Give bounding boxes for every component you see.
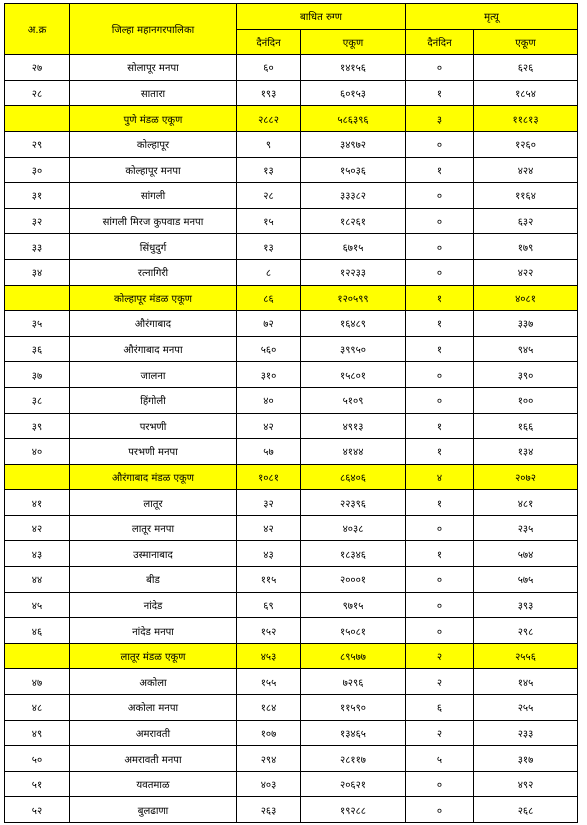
subtotal-row <box>5 643 578 669</box>
daily-deaths-cell: ० <box>406 183 474 209</box>
total-cases-cell: २०००१ <box>301 567 406 593</box>
table-row <box>5 183 578 209</box>
total-cases-cell: ८६४०६ <box>301 464 406 490</box>
total-cases-cell: ३४९७२ <box>301 131 406 157</box>
total-deaths-cell: २३३ <box>474 720 578 746</box>
daily-cases-cell: १५२ <box>237 618 301 644</box>
table-body <box>5 55 578 823</box>
table-row <box>5 490 578 516</box>
sr-cell: ३२ <box>5 208 70 234</box>
total-cases-cell: २२३९६ <box>301 490 406 516</box>
district-name-cell: सिंधुदुर्ग <box>70 234 237 260</box>
total-deaths-cell: २३५ <box>474 515 578 541</box>
daily-deaths-cell: ० <box>406 567 474 593</box>
daily-cases-cell: ४२ <box>237 515 301 541</box>
total-cases-cell: ४१४४ <box>301 439 406 465</box>
daily-cases-cell: ६० <box>237 55 301 81</box>
district-name-cell: कोल्हापूर <box>70 131 237 157</box>
daily-deaths-cell: ० <box>406 771 474 797</box>
daily-cases-cell: ३२ <box>237 490 301 516</box>
subtotal-row <box>5 106 578 132</box>
table-row <box>5 797 578 823</box>
header-total-deaths: एकूण <box>474 29 578 55</box>
sr-cell: ५१ <box>5 771 70 797</box>
total-deaths-cell: ६२६ <box>474 55 578 81</box>
table-row <box>5 311 578 337</box>
header-total-cases: एकूण <box>301 29 406 55</box>
sr-cell <box>5 285 70 311</box>
total-deaths-cell: ४२४ <box>474 157 578 183</box>
district-name-cell: परभणी मनपा <box>70 439 237 465</box>
total-deaths-cell: ३९३ <box>474 592 578 618</box>
header-sr: अ.क्र <box>5 4 70 55</box>
daily-cases-cell: ४३ <box>237 541 301 567</box>
total-cases-cell: १५०३६ <box>301 157 406 183</box>
daily-cases-cell: १०८१ <box>237 464 301 490</box>
sr-cell: ३८ <box>5 387 70 413</box>
total-deaths-cell: १२६० <box>474 131 578 157</box>
table-row <box>5 55 578 81</box>
covid-district-table <box>4 3 578 823</box>
table-row <box>5 541 578 567</box>
table-row <box>5 259 578 285</box>
subtotal-row <box>5 464 578 490</box>
daily-deaths-cell: १ <box>406 413 474 439</box>
daily-deaths-cell: ० <box>406 515 474 541</box>
daily-deaths-cell: ० <box>406 55 474 81</box>
sr-cell: ४७ <box>5 669 70 695</box>
total-deaths-cell: २०७२ <box>474 464 578 490</box>
sr-cell: ३३ <box>5 234 70 260</box>
daily-cases-cell: ३१० <box>237 362 301 388</box>
sr-cell: ३० <box>5 157 70 183</box>
total-cases-cell: ६०१५३ <box>301 80 406 106</box>
total-deaths-cell: ४९२ <box>474 771 578 797</box>
total-deaths-cell: ९४५ <box>474 336 578 362</box>
daily-cases-cell: ४५३ <box>237 643 301 669</box>
district-name-cell: हिंगोली <box>70 387 237 413</box>
sr-cell: ५० <box>5 746 70 772</box>
daily-deaths-cell: ० <box>406 797 474 823</box>
sr-cell: ३५ <box>5 311 70 337</box>
total-deaths-cell: १३४ <box>474 439 578 465</box>
sr-cell: ४३ <box>5 541 70 567</box>
district-name-cell: सांगली <box>70 183 237 209</box>
district-name-cell: औरंगाबाद मनपा <box>70 336 237 362</box>
district-name-cell: अमरावती <box>70 720 237 746</box>
district-name-cell: उस्मानाबाद <box>70 541 237 567</box>
sr-cell: ४१ <box>5 490 70 516</box>
total-cases-cell: १२२३३ <box>301 259 406 285</box>
sr-cell: ४८ <box>5 695 70 721</box>
district-name-cell: नांदेड <box>70 592 237 618</box>
district-name-cell: लातूर <box>70 490 237 516</box>
total-cases-cell: १३४६५ <box>301 720 406 746</box>
daily-cases-cell: ८ <box>237 259 301 285</box>
header-daily-cases: दैनंदिन <box>237 29 301 55</box>
header-daily-deaths: दैनंदिन <box>406 29 474 55</box>
daily-deaths-cell: ० <box>406 259 474 285</box>
table-row <box>5 515 578 541</box>
daily-cases-cell: ७२ <box>237 311 301 337</box>
table-row <box>5 592 578 618</box>
total-cases-cell: १४१५६ <box>301 55 406 81</box>
sr-cell: ४९ <box>5 720 70 746</box>
daily-deaths-cell: १ <box>406 439 474 465</box>
daily-cases-cell: १३ <box>237 234 301 260</box>
daily-deaths-cell: ० <box>406 131 474 157</box>
total-cases-cell: १६४८९ <box>301 311 406 337</box>
total-cases-cell: ४०३८ <box>301 515 406 541</box>
district-name-cell: रत्नागिरी <box>70 259 237 285</box>
table-row <box>5 567 578 593</box>
total-deaths-cell: २५५ <box>474 695 578 721</box>
table-row <box>5 131 578 157</box>
daily-cases-cell: १५५ <box>237 669 301 695</box>
daily-cases-cell: २६३ <box>237 797 301 823</box>
table-row <box>5 746 578 772</box>
table-row <box>5 80 578 106</box>
district-name-cell: नांदेड मनपा <box>70 618 237 644</box>
district-name-cell: परभणी <box>70 413 237 439</box>
total-deaths-cell: ४२२ <box>474 259 578 285</box>
subtotal-row <box>5 285 578 311</box>
daily-cases-cell: १५ <box>237 208 301 234</box>
sr-cell: ३९ <box>5 413 70 439</box>
total-deaths-cell: ११६४ <box>474 183 578 209</box>
total-deaths-cell: २६८ <box>474 797 578 823</box>
daily-cases-cell: ८६ <box>237 285 301 311</box>
total-cases-cell: १५०८१ <box>301 618 406 644</box>
total-deaths-cell: २९८ <box>474 618 578 644</box>
district-name-cell: कोल्हापूर मनपा <box>70 157 237 183</box>
sr-cell: ३४ <box>5 259 70 285</box>
sr-cell <box>5 106 70 132</box>
daily-deaths-cell: १ <box>406 490 474 516</box>
daily-cases-cell: २८८२ <box>237 106 301 132</box>
total-deaths-cell: १८५४ <box>474 80 578 106</box>
total-deaths-cell: ५७५ <box>474 567 578 593</box>
daily-cases-cell: २९४ <box>237 746 301 772</box>
total-deaths-cell: १४५ <box>474 669 578 695</box>
total-cases-cell: ३३३८२ <box>301 183 406 209</box>
total-deaths-cell: २५५६ <box>474 643 578 669</box>
district-name-cell: सोलापूर मनपा <box>70 55 237 81</box>
daily-cases-cell: १३ <box>237 157 301 183</box>
district-name-cell: औरंगाबाद <box>70 311 237 337</box>
district-name-cell: लातूर मनपा <box>70 515 237 541</box>
table-row <box>5 336 578 362</box>
daily-cases-cell: ४०३ <box>237 771 301 797</box>
daily-cases-cell: ५६० <box>237 336 301 362</box>
daily-cases-cell: ९ <box>237 131 301 157</box>
sr-cell: ४४ <box>5 567 70 593</box>
table-row <box>5 208 578 234</box>
sr-cell: ४० <box>5 439 70 465</box>
total-deaths-cell: ३१७ <box>474 746 578 772</box>
district-name-cell: सातारा <box>70 80 237 106</box>
table-row <box>5 387 578 413</box>
district-name-cell: औरंगाबाद मंडळ एकूण <box>70 464 237 490</box>
total-cases-cell: ५८६३९६ <box>301 106 406 132</box>
total-cases-cell: २०६२१ <box>301 771 406 797</box>
district-name-cell: अमरावती मनपा <box>70 746 237 772</box>
daily-deaths-cell: १ <box>406 541 474 567</box>
district-name-cell: यवतमाळ <box>70 771 237 797</box>
district-name-cell: सांगली मिरज कुपवाड मनपा <box>70 208 237 234</box>
sr-cell: २७ <box>5 55 70 81</box>
daily-cases-cell: ६९ <box>237 592 301 618</box>
total-deaths-cell: ६३२ <box>474 208 578 234</box>
total-cases-cell: ४९१३ <box>301 413 406 439</box>
daily-cases-cell: ४० <box>237 387 301 413</box>
daily-cases-cell: ४२ <box>237 413 301 439</box>
total-deaths-cell: १६६ <box>474 413 578 439</box>
total-deaths-cell: ४८१ <box>474 490 578 516</box>
daily-deaths-cell: ० <box>406 208 474 234</box>
header-cases-group: बाधित रुग्ण <box>237 4 406 30</box>
table-row <box>5 771 578 797</box>
daily-deaths-cell: ० <box>406 618 474 644</box>
total-cases-cell: ११५९० <box>301 695 406 721</box>
sr-cell: ३६ <box>5 336 70 362</box>
table-row <box>5 439 578 465</box>
table-row <box>5 695 578 721</box>
daily-deaths-cell: १ <box>406 285 474 311</box>
daily-cases-cell: १८४ <box>237 695 301 721</box>
total-deaths-cell: ४०८१ <box>474 285 578 311</box>
daily-deaths-cell: ४ <box>406 464 474 490</box>
total-cases-cell: ७२९६ <box>301 669 406 695</box>
daily-deaths-cell: ० <box>406 362 474 388</box>
daily-deaths-cell: १ <box>406 336 474 362</box>
header-deaths-group: मृत्यू <box>406 4 578 30</box>
daily-deaths-cell: १ <box>406 80 474 106</box>
daily-cases-cell: ११५ <box>237 567 301 593</box>
district-name-cell: लातूर मंडळ एकूण <box>70 643 237 669</box>
sr-cell: ३१ <box>5 183 70 209</box>
daily-deaths-cell: १ <box>406 311 474 337</box>
table-row <box>5 413 578 439</box>
daily-deaths-cell: २ <box>406 643 474 669</box>
table-row <box>5 362 578 388</box>
daily-cases-cell: २८ <box>237 183 301 209</box>
sr-cell <box>5 464 70 490</box>
district-name-cell: बुलढाणा <box>70 797 237 823</box>
sr-cell: ४५ <box>5 592 70 618</box>
daily-deaths-cell: ५ <box>406 746 474 772</box>
table-row <box>5 234 578 260</box>
daily-deaths-cell: ० <box>406 387 474 413</box>
district-name-cell: अकोला मनपा <box>70 695 237 721</box>
total-deaths-cell: ३३७ <box>474 311 578 337</box>
table-row <box>5 669 578 695</box>
total-deaths-cell: १७९ <box>474 234 578 260</box>
daily-deaths-cell: २ <box>406 669 474 695</box>
district-name-cell: पुणे मंडळ एकूण <box>70 106 237 132</box>
total-deaths-cell: १०० <box>474 387 578 413</box>
total-cases-cell: १८२६१ <box>301 208 406 234</box>
district-name-cell: बीड <box>70 567 237 593</box>
daily-deaths-cell: ६ <box>406 695 474 721</box>
total-cases-cell: ८९५७७ <box>301 643 406 669</box>
table-row <box>5 157 578 183</box>
daily-cases-cell: १९३ <box>237 80 301 106</box>
sr-cell: २८ <box>5 80 70 106</box>
sr-cell: ४२ <box>5 515 70 541</box>
header-row-top <box>5 4 578 30</box>
district-name-cell: अकोला <box>70 669 237 695</box>
sr-cell: ३७ <box>5 362 70 388</box>
total-cases-cell: १९२८८ <box>301 797 406 823</box>
total-deaths-cell: ११८१३ <box>474 106 578 132</box>
sr-cell: ५२ <box>5 797 70 823</box>
total-deaths-cell: ३९० <box>474 362 578 388</box>
daily-cases-cell: १०७ <box>237 720 301 746</box>
header-district: जिल्हा महानगरपालिका <box>70 4 237 55</box>
daily-deaths-cell: ० <box>406 234 474 260</box>
district-name-cell: कोल्हापूर मंडळ एकूण <box>70 285 237 311</box>
daily-deaths-cell: १ <box>406 157 474 183</box>
total-deaths-cell: ५७४ <box>474 541 578 567</box>
total-cases-cell: १८३४६ <box>301 541 406 567</box>
daily-cases-cell: ५७ <box>237 439 301 465</box>
total-cases-cell: ६७१५ <box>301 234 406 260</box>
daily-deaths-cell: ० <box>406 592 474 618</box>
daily-deaths-cell: २ <box>406 720 474 746</box>
total-cases-cell: २८११७ <box>301 746 406 772</box>
daily-deaths-cell: ३ <box>406 106 474 132</box>
table-row <box>5 720 578 746</box>
table-header <box>5 4 578 55</box>
table-row <box>5 618 578 644</box>
total-cases-cell: १५८०१ <box>301 362 406 388</box>
district-name-cell: जालना <box>70 362 237 388</box>
total-cases-cell: ५१०९ <box>301 387 406 413</box>
total-cases-cell: ९७१५ <box>301 592 406 618</box>
total-cases-cell: ३९९५० <box>301 336 406 362</box>
total-cases-cell: १२०५९९ <box>301 285 406 311</box>
sr-cell <box>5 643 70 669</box>
sr-cell: २९ <box>5 131 70 157</box>
sr-cell: ४६ <box>5 618 70 644</box>
